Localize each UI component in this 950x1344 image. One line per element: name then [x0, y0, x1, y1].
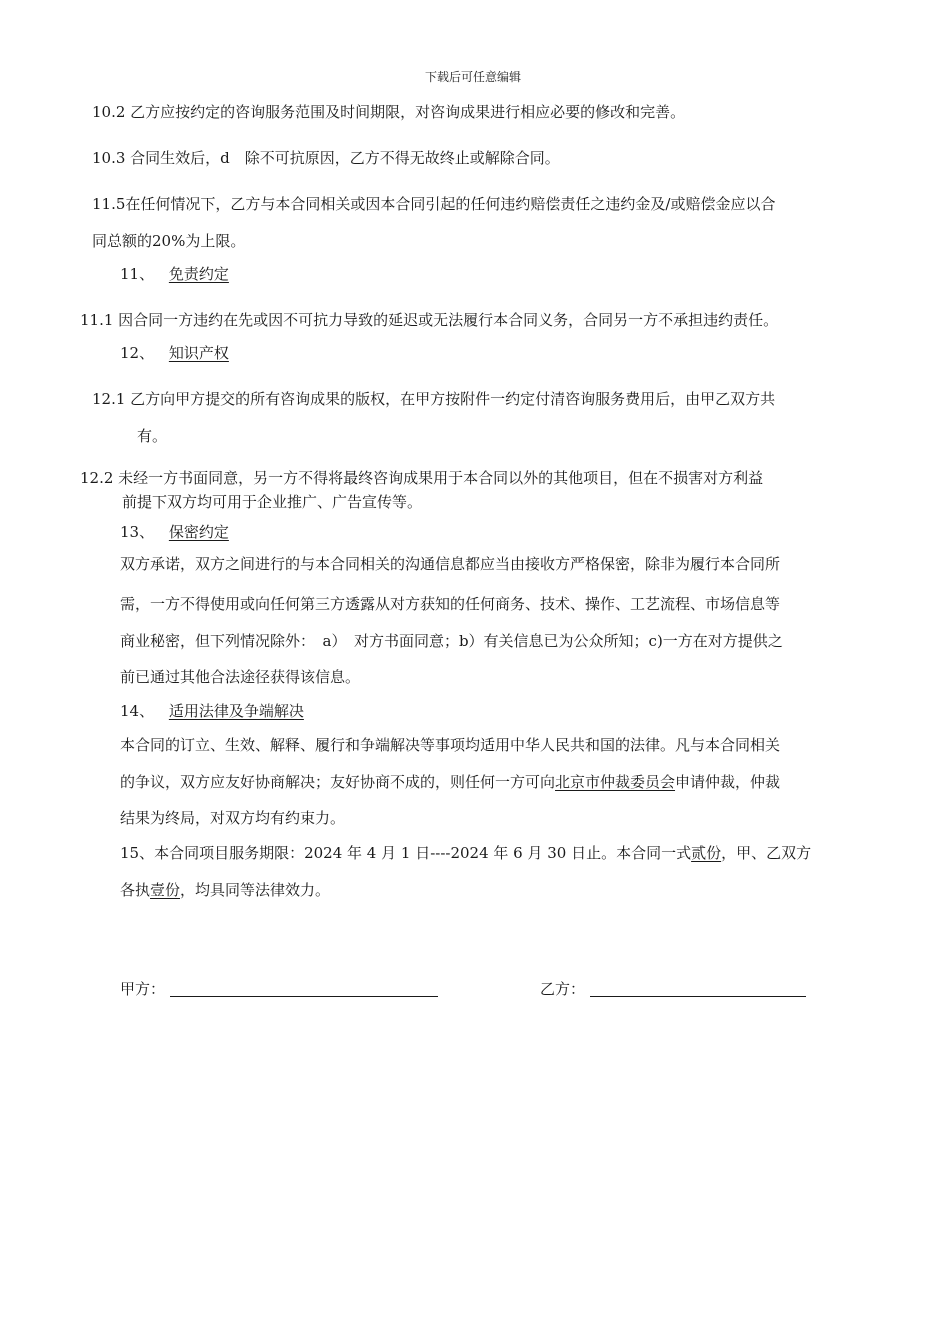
section-13-heading: [120, 522, 241, 542]
arbitration-body: 北京市仲裁委员会: [555, 773, 676, 791]
party-a-signature-line[interactable]: [170, 996, 438, 997]
clause-13-line3: 商业秘密，但下列情况除外： a） 对方书面同意；b）有关信息已为公众所知；c)一方在对方提供之: [120, 632, 783, 650]
clause-12-1-line2: 有。: [137, 427, 168, 445]
section-number: 13、: [120, 523, 155, 541]
clause-text: ，均具同等法律效力。: [180, 881, 331, 899]
section-title: 适用法律及争端解决: [168, 702, 304, 720]
clause-12-2-line2: 前提下双方均可用于企业推广、广告宣传等。: [122, 493, 423, 511]
section-12-heading: [120, 343, 229, 363]
section-number: 11、: [120, 265, 155, 283]
clause-text: 15、本合同项目服务期限：2024 年 4 月 1 日----2024 年 6 月 30 日止。本合同一式: [120, 844, 692, 862]
clause-text: 各执: [120, 881, 151, 899]
clause-11-1: 11.1 因合同一方违约在先或因不可抗力导致的延迟或无法履行本合同义务，合同另一方不承担违约责任。: [80, 311, 779, 329]
clause-14-line1: 本合同的订立、生效、解释、履行和争端解决等事项均适用中华人民共和国的法律。凡与本合同相关: [120, 736, 781, 754]
party-a-label: 甲方：: [120, 980, 166, 998]
section-number: 12、: [120, 344, 155, 362]
clause-12-2-line1: 12.2 未经一方书面同意，另一方不得将最终咨询成果用于本合同以外的其他项目，但在不损害对方利益: [80, 469, 764, 487]
clause-text: 的争议，双方应友好协商解决；友好协商不成的，则任何一方可向: [120, 773, 556, 791]
section-14-heading: [120, 701, 304, 721]
clause-14-line2: [120, 772, 780, 792]
clause-12-1-line1: 12.1 乙方向甲方提交的所有咨询成果的版权，在甲方按附件一约定付清咨询服务费用后，由甲乙双方共: [92, 390, 776, 408]
section-title: 保密约定: [168, 523, 229, 541]
clause-14-line3: 结果为终局，对双方均有约束力。: [120, 809, 346, 827]
clause-13-line2: 需，一方不得使用或向任何第三方透露从对方获知的任何商务、技术、操作、工艺流程、市场信息等: [120, 595, 781, 613]
copies-each: 壹份: [150, 881, 181, 899]
clause-13-line4: 前已通过其他合法途径获得该信息。: [120, 668, 361, 686]
section-title: 知识产权: [168, 344, 229, 362]
clause-10-3: 10.3 合同生效后，d 除不可抗原因，乙方不得无故终止或解除合同。: [92, 149, 560, 167]
section-title: 免责约定: [168, 265, 229, 283]
party-b-label: 乙方：: [540, 980, 586, 998]
clause-text: 申请仲裁，仲裁: [675, 773, 781, 791]
page-header: 下载后可任意编辑: [425, 70, 522, 84]
clause-10-2: 10.2 乙方应按约定的咨询服务范围及时间期限，对咨询成果进行相应必要的修改和完善。: [92, 103, 686, 121]
clause-11-5-line1: 11.5在任何情况下，乙方与本合同相关或因本合同引起的任何违约赔偿责任之违约金及/或赔偿金应以合: [92, 195, 776, 213]
party-b-signature-line[interactable]: [590, 996, 806, 997]
clause-15-line2: [120, 880, 330, 900]
clause-15-line1: [120, 843, 811, 863]
copies-count: 贰份: [691, 844, 722, 862]
section-11-heading: [120, 264, 229, 284]
clause-11-5-line2: 同总额的20%为上限。: [92, 232, 246, 250]
section-number: 14、: [120, 702, 155, 720]
clause-text: ，甲、乙双方: [721, 844, 812, 862]
clause-13-line1: 双方承诺，双方之间进行的与本合同相关的沟通信息都应当由接收方严格保密，除非为履行本合同所: [120, 555, 781, 573]
